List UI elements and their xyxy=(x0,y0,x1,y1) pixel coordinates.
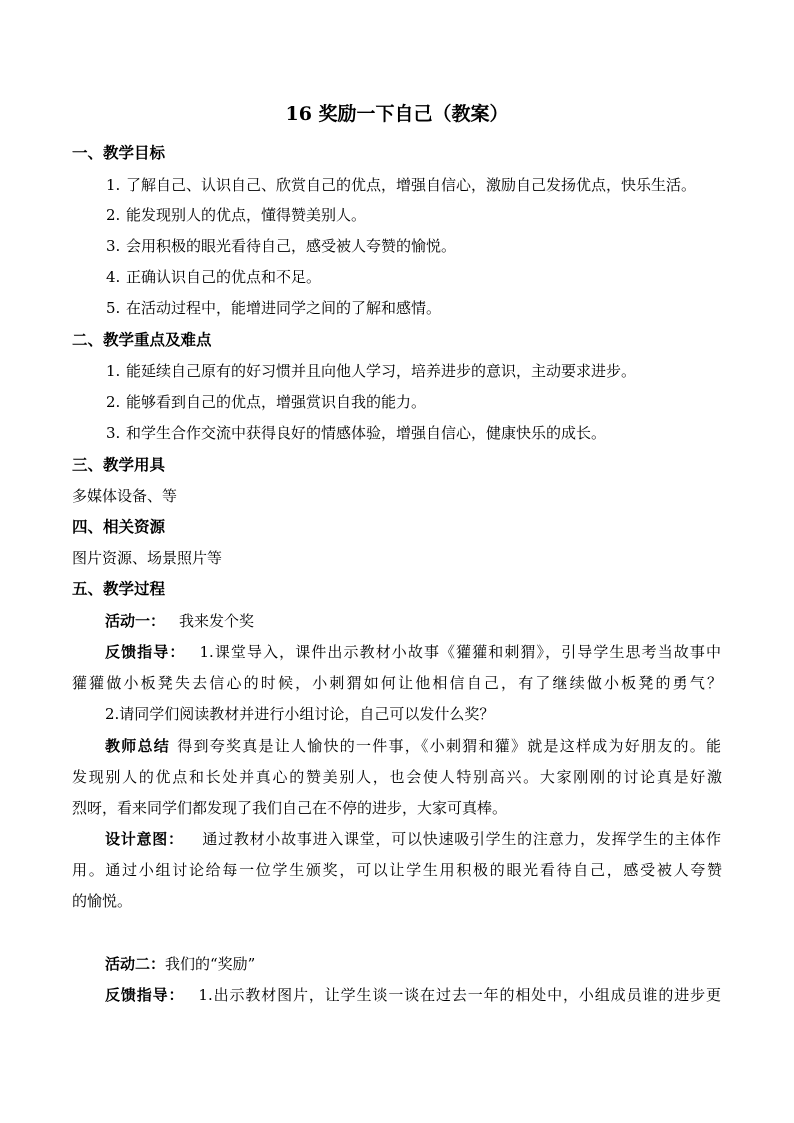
list-item xyxy=(106,236,456,256)
section-text-tools: 多媒体设备、等 xyxy=(72,487,178,505)
design-intent-line xyxy=(105,829,721,849)
list-item xyxy=(106,392,426,412)
list-number: 2. xyxy=(106,206,121,224)
section-heading-tools: 三、教学用具 xyxy=(72,456,166,474)
summary-text: 得到夸奖真是让人愉快的一件事，《小刺猬和獾》就是这样成为好朋友的。能 xyxy=(176,737,721,755)
feedback-label: 反馈指导： xyxy=(105,986,185,1004)
list-text: 在活动过程中，能增进同学之间的了解和感情。 xyxy=(126,299,442,317)
activity-label: 活动二： xyxy=(105,955,166,973)
list-number: 3. xyxy=(106,424,121,442)
list-item xyxy=(106,205,366,225)
feedback-line: 2.请同学们阅读教材并进行小组讨论，自己可以发什么奖？ xyxy=(105,705,495,723)
list-number: 5. xyxy=(106,299,121,317)
feedback-line xyxy=(105,985,721,1005)
activity-label: 活动一： xyxy=(105,612,166,630)
feedback-line xyxy=(105,642,721,662)
list-text: 能发现别人的优点，懂得赞美别人。 xyxy=(126,206,367,224)
section-text-resources: 图片资源、场景照片等 xyxy=(72,549,223,567)
section-heading-goals: 一、教学目标 xyxy=(72,144,166,162)
design-intent-line: 用。通过小组讨论给每一位学生颁奖，可以让学生用积极的眼光看待自己，感受被人夸赞 xyxy=(72,861,722,879)
activity-two-heading xyxy=(105,954,255,974)
list-item xyxy=(106,267,321,287)
list-text: 正确认识自己的优点和不足。 xyxy=(126,268,322,286)
design-intent-line: 的愉悦。 xyxy=(72,892,133,910)
list-text: 能延续自己原有的好习惯并且向他人学习，培养进步的意识，主动要求进步。 xyxy=(126,362,637,380)
design-intent-label: 设计意图： xyxy=(105,830,184,848)
list-text: 会用积极的眼光看待自己，感受被人夸赞的愉悦。 xyxy=(126,237,457,255)
feedback-line: 獾獾做小板凳失去信心的时候，小刺猬如何让他相信自己，有了继续做小板凳的勇气？ xyxy=(72,674,722,692)
activity-one-heading xyxy=(105,611,254,631)
list-text: 了解自己、认识自己、欣赏自己的优点，增强自信心，激励自己发扬优点，快乐生活。 xyxy=(126,176,697,194)
summary-line: 烈呀，看来同学们都发现了我们自己在不停的进步，大家可真棒。 xyxy=(72,799,508,817)
activity-name: 我们的“奖励” xyxy=(165,955,256,973)
summary-line xyxy=(105,736,721,756)
list-number: 4. xyxy=(106,268,121,286)
summary-label: 教师总结 xyxy=(105,737,170,755)
activity-name: 我来发个奖 xyxy=(179,612,255,630)
list-item xyxy=(106,361,636,381)
page-title: 16 奖励一下自己（教案） xyxy=(285,103,509,125)
feedback-text: 1.课堂导入，课件出示教材小故事《獾獾和刺猬》，引导学生思考当故事中 xyxy=(199,643,721,661)
section-heading-resources: 四、相关资源 xyxy=(72,518,166,536)
feedback-label: 反馈指导： xyxy=(105,643,186,661)
list-item xyxy=(106,175,696,195)
feedback-text: 1.出示教材图片，让学生谈一谈在过去一年的相处中，小组成员谁的进步更 xyxy=(198,986,721,1004)
list-number: 1. xyxy=(106,362,121,380)
summary-line: 发现别人的优点和长处并真心的赞美别人，也会使人特别高兴。大家刚刚的讨论真是好激 xyxy=(72,768,722,786)
list-item xyxy=(106,423,606,443)
list-item xyxy=(106,298,441,318)
section-heading-key-points: 二、教学重点及难点 xyxy=(72,331,212,349)
list-text: 和学生合作交流中获得良好的情感体验，增强自信心，健康快乐的成长。 xyxy=(126,424,607,442)
design-intent-text: 通过教材小故事进入课堂，可以快速吸引学生的注意力，发挥学生的主体作 xyxy=(201,830,721,848)
section-heading-process: 五、教学过程 xyxy=(72,580,166,598)
list-number: 1. xyxy=(106,176,121,194)
list-text: 能够看到自己的优点，增强赏识自我的能力。 xyxy=(126,393,427,411)
list-number: 2. xyxy=(106,393,121,411)
list-number: 3. xyxy=(106,237,121,255)
